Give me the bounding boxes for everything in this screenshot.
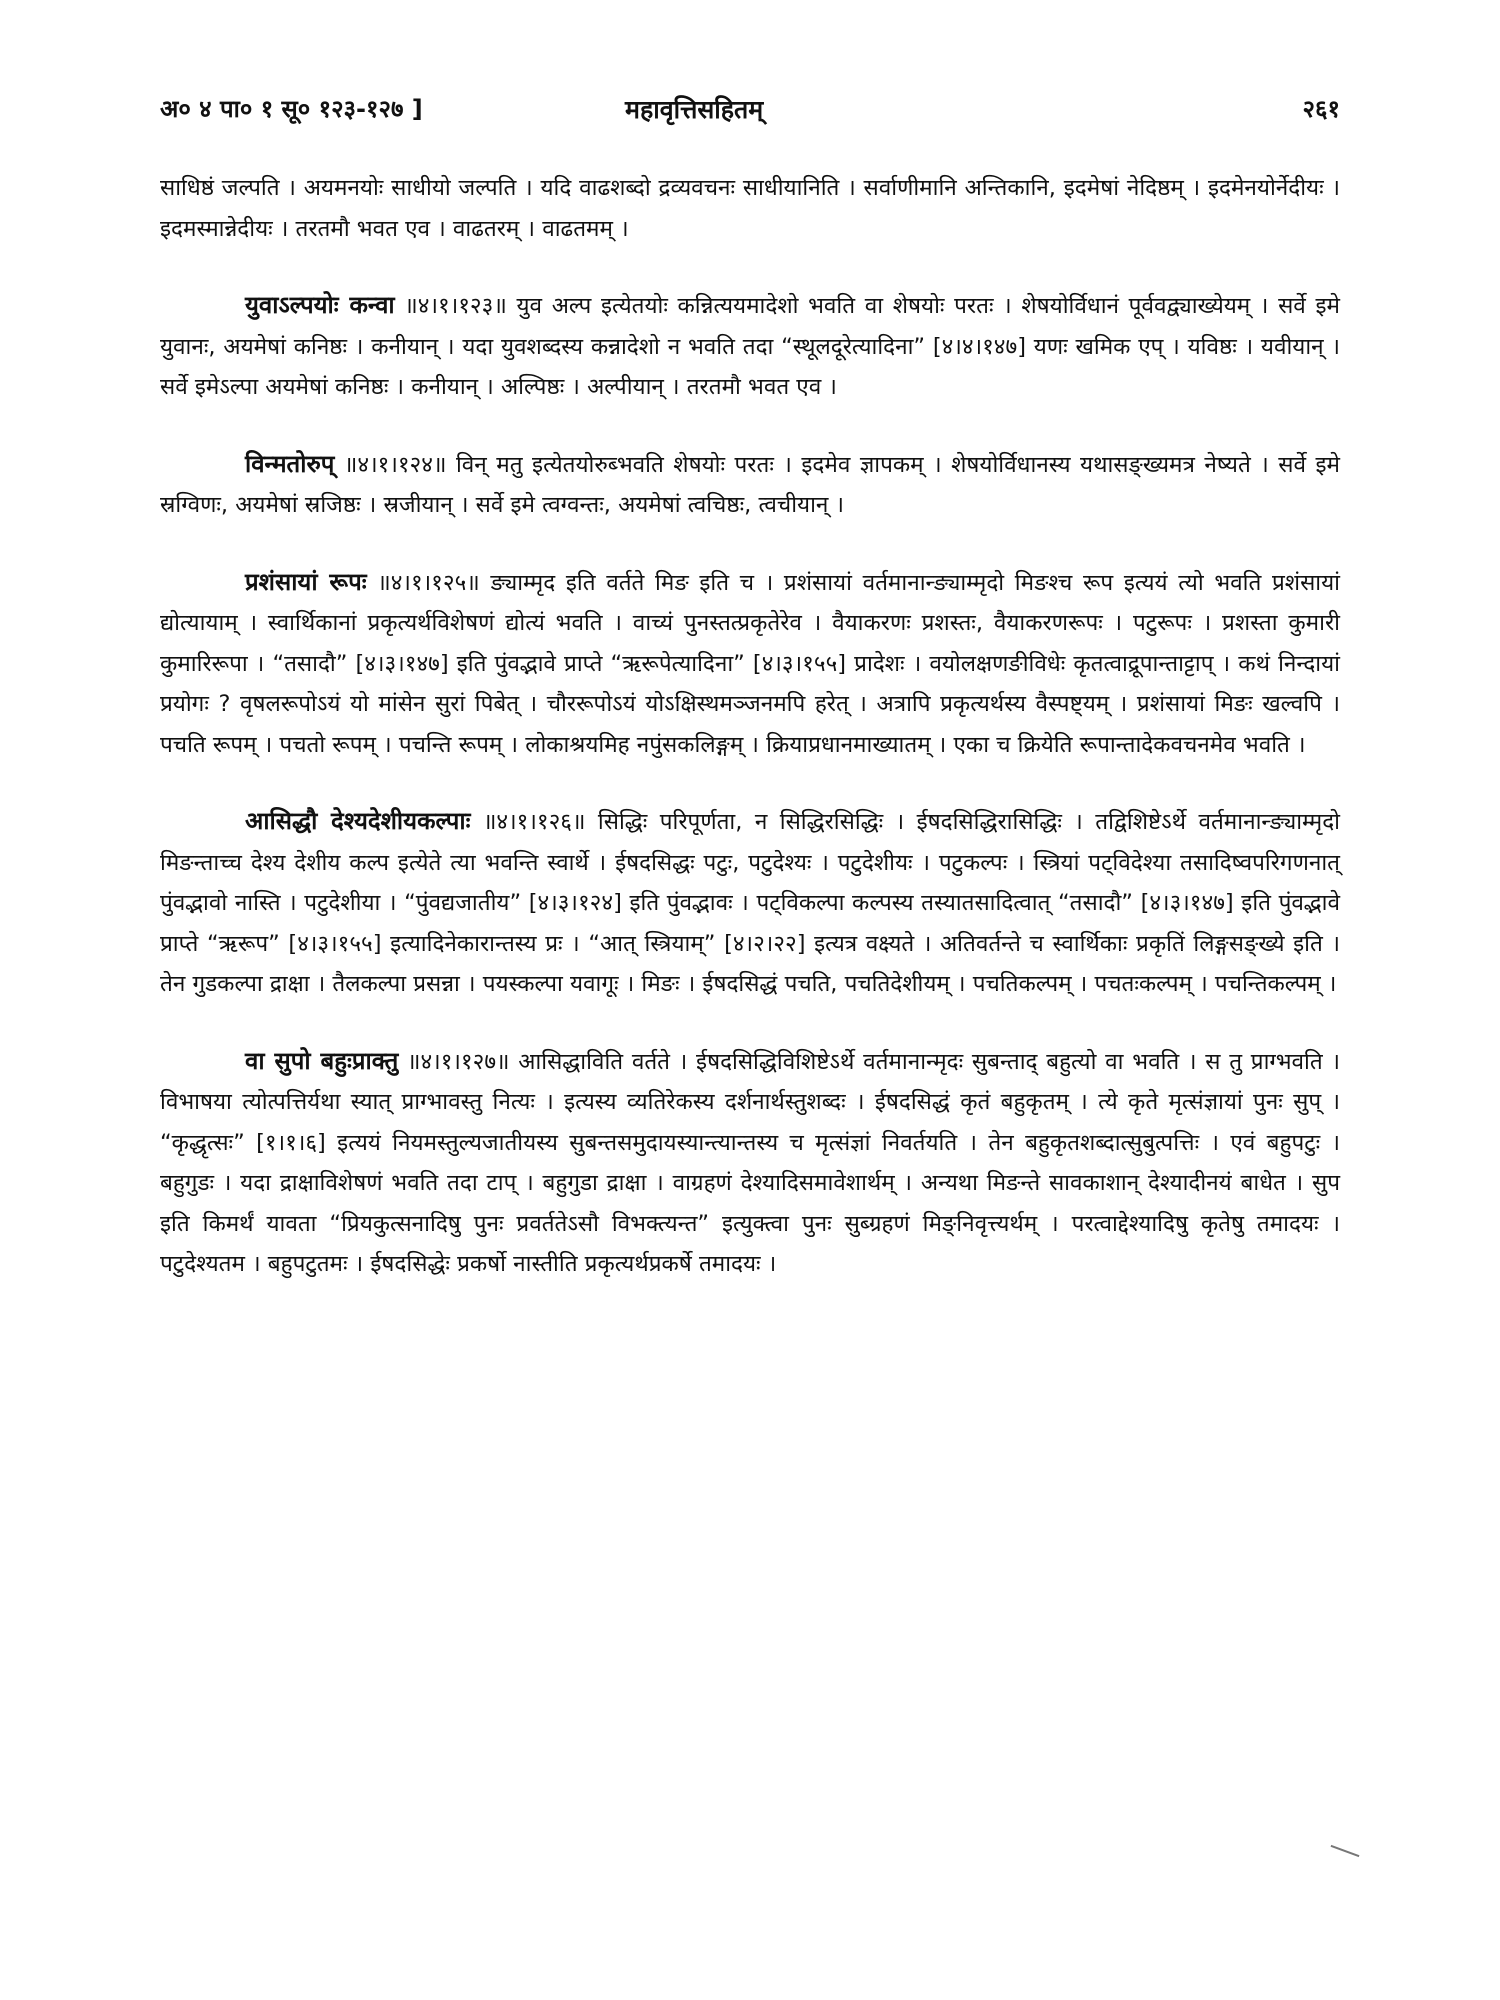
sutra-number: ॥४।१।१२४॥ [334,451,456,478]
page [160,92,1340,1922]
sutra-heading: प्रशंसायां रूपः [245,567,367,596]
sutra-paragraph-125 [160,562,1340,766]
paragraph-text: युव अल्प इत्येतयोः कन्नित्ययमादेशो भवति वा शेषयोः परतः । शेषयोर्विधानं पूर्ववद्व्याख्येयम् । सर्वे इमे युवानः, अयमेषां कनिष्ठः । कनीयान् । यदा युवशब्दस्य कन्नादेशो न भवति तदा “स्थूलदूरेत्यादिना” [४।४।१४७] यणः खमिक एप् । यविष्ठः । यवीयान् । सर्वे इमेऽल्पा अयमेषां कनिष्ठः । कनीयान् । अल्पिष्ठः । अल्पीयान् । तरतमौ भवत एव । [160,293,1340,400]
sutra-number: ॥४।१।१२७॥ [398,1048,519,1075]
paragraph-continuation [160,168,1340,249]
paragraph-text: सिद्धिः परिपूर्णता, न सिद्धिरसिद्धिः । ईषदसिद्धिरासिद्धिः । तद्विशिष्टेऽर्थे वर्तमानान्ङ्याम्मृदो मिङन्ताच्च देश्य देशीय कल्प इत्येते त्या भवन्ति स्वार्थे । ईषदसिद्धः पटुः, पटुदेश्यः । पटुदेशीयः । पटुकल्पः । स्त्रियां पट्विदेश्या तसादिष्वपरिगणनात् पुंवद्भावो नास्ति । पटुदेशीया । “पुंवद्यजातीय” [४।३।१२४] इति पुंवद्भावः । पट्विकल्पा कल्पस्य तस्यातसादित्वात् “तसादौ” [४।३।१४७] इति पुंवद्भावे प्राप्ते “ऋरूप” [४।३।१५५] इत्यादिनेकारान्तस्य प्रः । “आत् स्त्रियाम्” [४।२।२२] इत्यत्र वक्ष्यते । अतिवर्तन्ते च स्वार्थिकाः प्रकृतिं लिङ्गसङ्ख्ये इति । तेन गुडकल्पा द्राक्षा । तैलकल्पा प्रसन्ना । पयस्कल्पा यवागूः । मिङः । ईषदसिद्धं पचति, पचतिदेशीयम् । पचतिकल्पम् । पचतःकल्पम् । पचन्तिकल्पम् । [160,809,1341,997]
sutra-heading: युवाऽल्पयोः कन्वा [245,291,395,319]
sutra-paragraph-126 [160,801,1340,1005]
page-number: २६१ [1302,95,1340,123]
paragraph-text: विन् मतु इत्येतयोरुब्भवति शेषयोः परतः । इदमेव ज्ञापकम् । शेषयोर्विधानस्य यथासङ्ख्यमत्र नेष्यते । सर्वे इमे स्रग्विणः, अयमेषां स्रजिष्ठः । स्रजीयान् । सर्वे इमे त्वग्वन्तः, अयमेषां त्वचिष्ठः, त्वचीयान् । [160,451,1340,518]
sutra-heading: आसिद्धौ देश्यदेशीयकल्पाः [245,807,471,835]
paragraph-text: आसिद्धाविति वर्तते । ईषदसिद्धिविशिष्टेऽर्थे वर्तमानान्मृदः सुबन्ताद् बहुत्यो वा भवति । स तु प्राग्भवति । विभाषया त्योत्पत्तिर्यथा स्यात् प्राग्भावस्तु नित्यः । इत्यस्य व्यतिरेकस्य दर्शनार्थस्तुशब्दः । ईषदसिद्धं कृतं बहुकृतम् । त्ये कृते मृत्संज्ञायां पुनः सुप् । “कृद्धृत्सः” [१।१।६] इत्ययं नियमस्तुल्यजातीयस्य सुबन्तसमुदायस्यान्त्यान्तस्य च मृत्संज्ञां निवर्तयति । तेन बहुकृतशब्दात्सुबुत्पत्तिः । एवं बहुपटुः । बहुगुडः । यदा द्राक्षाविशेषणं भवति तदा टाप् । बहुगुडा द्राक्षा । वाग्रहणं देश्यादिसमावेशार्थम् । अन्यथा मिङन्ते सावकाशान् देश्यादीनयं बाधेत । सुप इति किमर्थं यावता “प्रियकुत्सनादिषु पुनः प्रवर्ततेऽसौ विभक्त्यन्त” इत्युक्त्वा पुनः सुब्ग्रहणं मिङ्निवृत्त्यर्थम् । परत्वाद्देश्यादिषु कृतेषु तमादयः । पटुदेश्यतम । बहुपटुतमः । ईषदसिद्धेः प्रकर्षो नास्तीति प्रकृत्यर्थप्रकर्षे तमादयः । [160,1048,1340,1277]
sutra-paragraph-123 [160,285,1340,408]
sutra-heading: विन्मतोरुप् [245,449,335,478]
sutra-number: ॥४।१।१२३॥ [394,293,517,319]
sutra-heading: वा सुपो बहुःप्राक्तु [245,1046,399,1075]
page-header [160,92,1340,136]
commentary-body [160,168,1340,1321]
sutra-paragraph-124 [160,444,1340,526]
paragraph-text: साधिष्ठं जल्पति । अयमनयोः साधीयो जल्पति । यदि वाढशब्दो द्रव्यवचनः साधीयानिति । सर्वाणीमानि अन्तिकानि, इदमेषां नेदिष्ठम् । इदमेनयोर्नेदीयः । इदमस्मान्नेदीयः । तरतमौ भवत एव । वाढतरम् । वाढतमम् । [160,175,1340,242]
sutra-number: ॥४।१।१२६॥ [470,809,598,835]
header-title: महावृत्तिसहितम् [625,95,764,124]
sutra-paragraph-127 [160,1041,1340,1285]
paragraph-text: ङ्याम्मृद इति वर्तते मिङ इति च । प्रशंसायां वर्तमानान्ङ्याम्मृदो मिङश्च रूप इत्ययं त्यो भवति प्रशंसायां द्योत्यायाम् । स्वार्थिकानां प्रकृत्यर्थविशेषणं द्योत्यं भवति । वाच्यं पुनस्तत्प्रकृतेरेव । वैयाकरणः प्रशस्तः, वैयाकरणरूपः । पटुरूपः । प्रशस्ता कुमारी कुमारिरूपा । “तसादौ” [४।३।१४७] इति पुंवद्भावे प्राप्ते “ऋरूपेत्यादिना” [४।३।१५५] प्रादेशः । वयोलक्षणङीविधेः कृतत्वाद्रूपान्ताट्टाप् । कथं निन्दायां प्रयोगः ? वृषलरूपोऽयं यो मांसेन सुरां पिबेत् । चौररूपोऽयं योऽक्षिस्थमञ्जनमपि हरेत् । अत्रापि प्रकृत्यर्थस्य वैस्पष्ट्यम् । प्रशंसायां मिङः खल्वपि । पचति रूपम् । पचतो रूपम् । पचन्ति रूपम् । लोकाश्रयमिह नपुंसकलिङ्गम् । क्रियाप्रधानमाख्यातम् । एका च क्रियेति रूपान्तादेकवचनमेव भवति । [160,569,1340,758]
header-reference: अ० ४ पा० १ सू० १२३-१२७ ] [160,95,423,123]
sutra-number: ॥४।१।१२५॥ [366,569,491,596]
